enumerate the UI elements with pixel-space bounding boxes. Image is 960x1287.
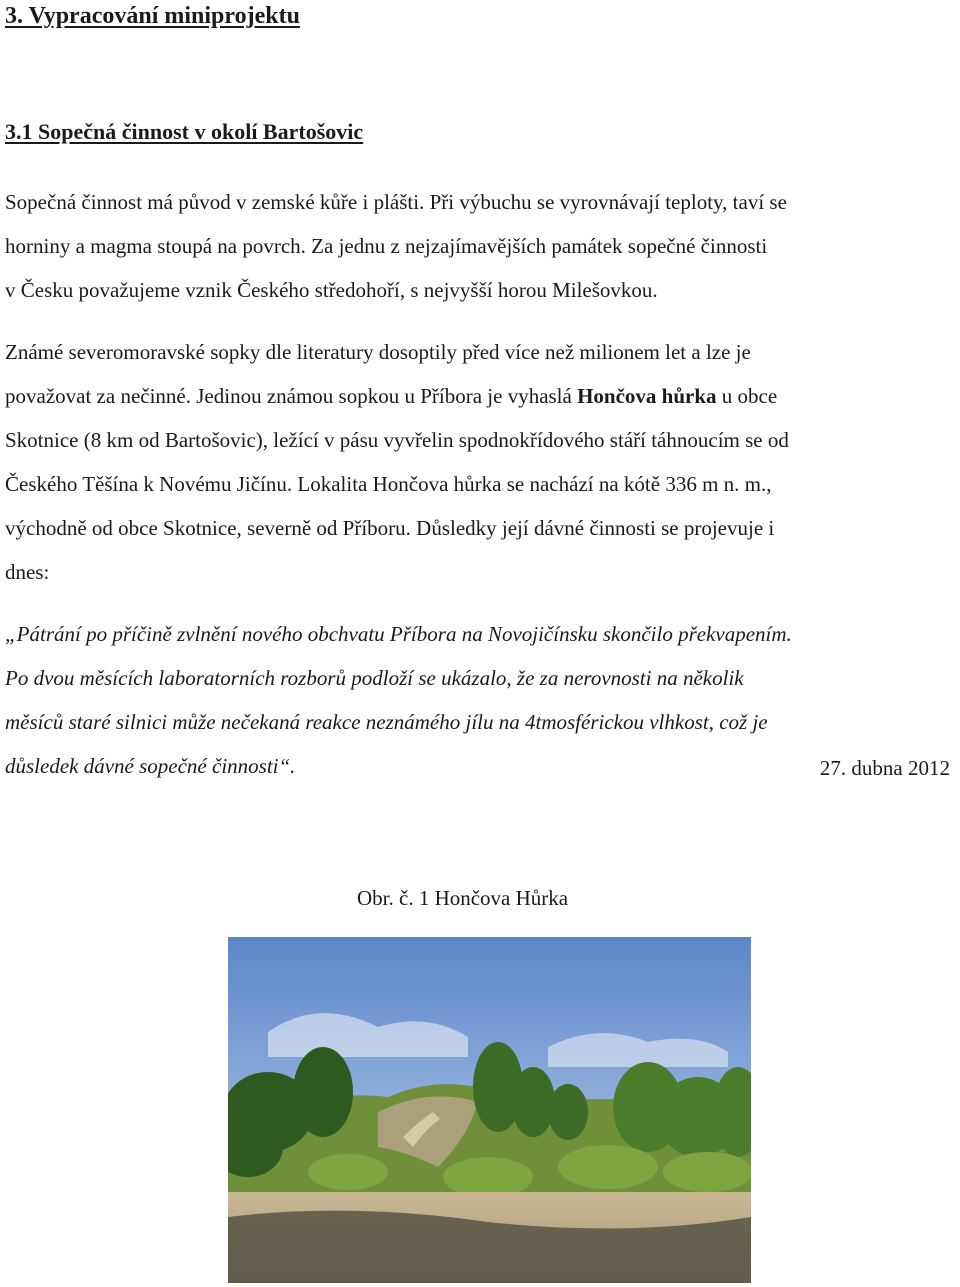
paragraph-line: dnes: [5, 560, 50, 584]
paragraph-line: v Česku považujeme vznik Českého středohoří, s nejvyšší horou Milešovkou. [5, 278, 658, 302]
paragraph-line: horniny a magma stoupá na povrch. Za jednu z nejzajímavějších památek sopečné činnosti [5, 234, 768, 258]
paragraph-line: Sopečná činnost má původ v zemské kůře i plášti. Při výbuchu se vyrovnávají teploty, taví se [5, 190, 787, 214]
paragraph-line: východně od obce Skotnice, severně od Příboru. Důsledky její dávné činnosti se projevuje i [5, 516, 775, 540]
landscape-image [228, 937, 751, 1283]
paragraph-honcova-hurka [5, 330, 955, 594]
news-quote [5, 612, 955, 788]
paragraph-line: Známé severomoravské sopky dle literatury dosoptily před více než milionem let a lze je [5, 340, 751, 364]
subsection-heading: 3.1 Sopečná činnost v okolí Bartošovic [5, 119, 364, 144]
quote-line: důsledek dávné sopečné činnosti“. [5, 754, 296, 778]
paragraph-line [5, 374, 955, 418]
figure-caption: Obr. č. 1 Hončova Hůrka [357, 886, 569, 910]
paragraph-line: Skotnice (8 km od Bartošovic), ležící v pásu vyvřelin spodnokřídového stáří táhnoucím se od [5, 428, 789, 452]
quote-line: Po dvou měsících laboratorních rozborů podloží se ukázalo, že za nerovnosti na několik [5, 666, 744, 690]
bold-term: Hončova hůrka [577, 384, 717, 408]
text-run: považovat za nečinné. Jedinou známou sopkou u Příbora je vyhaslá [5, 384, 578, 408]
quote-line: měsíců staré silnici může nečekaná reakce neznámého jílu na 4tmosférickou vlhkost, což je [5, 710, 768, 734]
quote-date: 27. dubna 2012 [819, 756, 950, 780]
hill-photo [228, 937, 751, 1283]
section-heading: 3. Vypracování miniprojektu [5, 3, 300, 29]
text-run: u obce [716, 384, 778, 408]
paragraph-volcanic-activity [5, 180, 955, 312]
paragraph-line: Českého Těšína k Novému Jičínu. Lokalita Hončova hůrka se nachází na kótě 336 m n. m., [5, 472, 772, 496]
quote-line: „Pátrání po příčině zvlnění nového obchvatu Příbora na Novojičínsku skončilo překvapením. [5, 622, 792, 646]
